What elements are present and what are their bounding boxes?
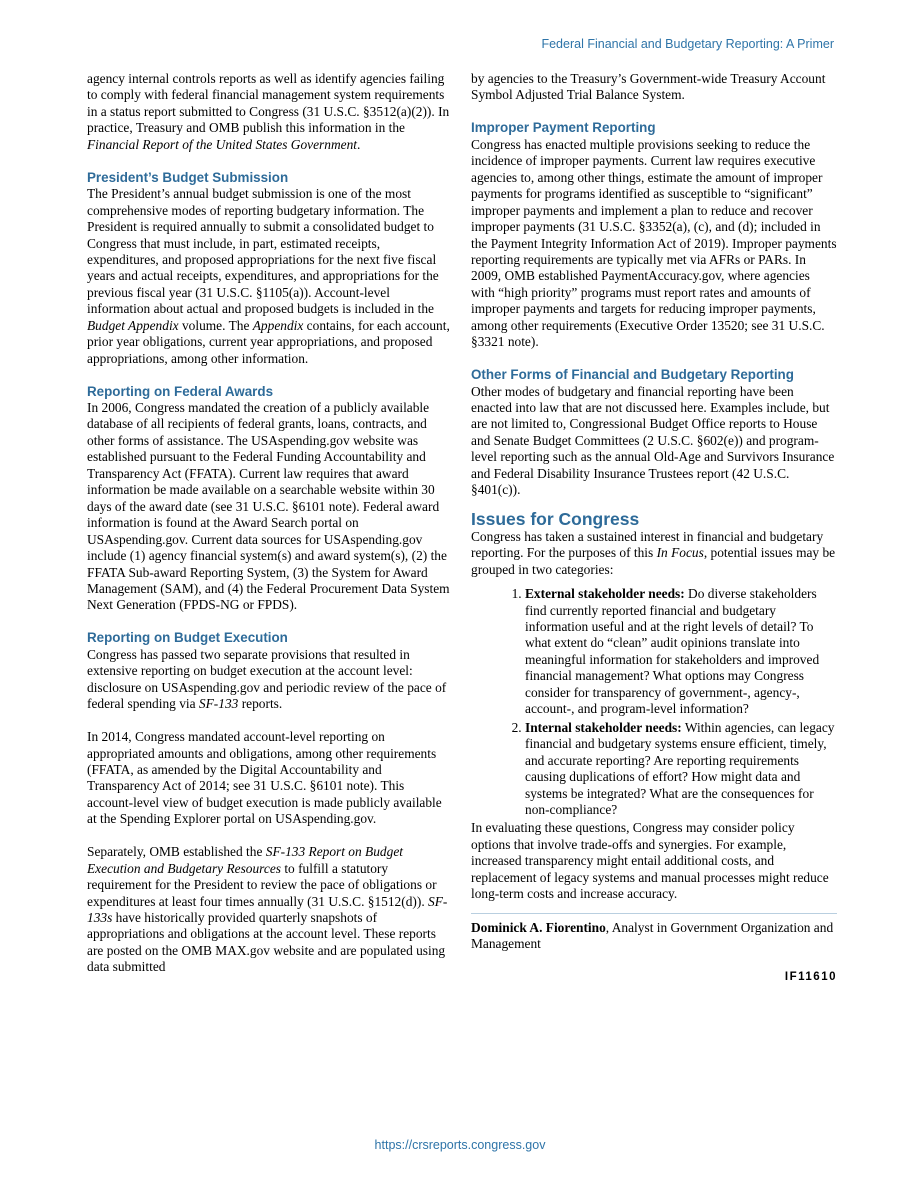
pb-emphasis-1: Budget Appendix <box>87 317 179 333</box>
be-p1-text-a: Congress has passed two separate provisions that resulted in extensive reporting on budget execution at the account level: disclosure on USAspending.gov and periodic review of the pace of federal spending via <box>87 646 447 712</box>
presidents-budget-paragraph <box>87 186 451 367</box>
section-heading-federal-awards: Reporting on Federal Awards <box>87 383 274 399</box>
intro-text: agency internal controls reports as well as identify agencies failing to comply with federal financial management system requirements in a status report submitted to Congress (31 U.S.C. §3512(a)(2)). In practice, Treasury and OMB publish this information in the <box>87 71 450 136</box>
federal-awards-paragraph: In 2006, Congress mandated the creation of a publicly available database of all recipients of federal grants, loans, contracts, and other forms of assistance. The USAspending.gov website was established pursuant to the Federal Funding Accountability and Transparency Act (FFATA). Current law requires that award information be made available on a searchable website within 30 days of the award date (see 31 U.S.C. §6101 note). Federal award information is found at the Award Search portal on USAspending.gov. Current data sources for USAspending.gov include (1) agency financial system(s) and award system(s), (2) the FFATA Sub-award Reporting System, (3) the System for Award Management (SAM), and (4) the Federal Procurement Data System Next Generation (FPDS-NG or FPDS). <box>87 400 450 613</box>
footer-url[interactable]: https://crsreports.congress.gov <box>374 1138 546 1152</box>
section-heading-presidents-budget: President’s Budget Submission <box>87 169 289 185</box>
author-name: Dominick A. Fiorentino <box>471 919 606 935</box>
conclusion-paragraph: In evaluating these questions, Congress may consider policy options that involve trade-offs and synergies. For example, increased transparency might entail additional costs, and replacement of legacy systems and manual processes might reduce long-term costs and increase accuracy. <box>471 820 829 902</box>
budget-execution-paragraph-1 <box>87 647 451 713</box>
list-item <box>525 720 837 819</box>
section-heading-issues: Issues for Congress <box>471 508 640 529</box>
author-title: , Analyst in Government Organization and Management <box>471 919 834 952</box>
pb-text-a: The President’s annual budget submission is one of the most comprehensive modes of reporting budgetary information. The President is required annually to submit a consolidated budget to Congress that must include, in part, estimated receipts, expenditures, and proposed appropriations for the next five fiscal years and actual receipts, expenditures, and appropriations for the previous fiscal year (31 U.S.C. §1105(a)). Account-level information about actual and proposed budgets is included in the <box>87 186 439 317</box>
issues-intro-text-b: , potential issues may be grouped in two categories: <box>471 545 836 577</box>
budget-execution-paragraph-3 <box>87 844 451 976</box>
left-column <box>87 71 451 976</box>
list-item <box>525 586 837 718</box>
other-forms-paragraph: Other modes of budgetary and financial reporting have been enacted into law that are not discussed here. Examples include, but are not limited to, Congressional Budget Office reports to House and Senate Budget Committees (2 U.S.C. §602(e)) and program-level reporting such as the annual Old-Age and Survivors Insurance and Federal Disability Insurance Trustees report (42 U.S.C. §401(c)). <box>471 383 835 498</box>
section-heading-budget-execution: Reporting on Budget Execution <box>87 630 288 646</box>
issues-list <box>471 586 837 818</box>
right-column <box>471 71 837 986</box>
be-p3-text-b: to fulfill a statutory requirement for the President to review the pace of obligations or expenditures at least four times annually (31 U.S.C. §1512(d)). <box>87 860 437 909</box>
author-line <box>471 920 837 953</box>
list-item-text: Do diverse stakeholders find currently reported financial and budgetary information useful and at the right levels of detail? To what extent do “clean” audit opinions translate into meaningful information for stakeholders and improved financial management? What options may Congress consider for transparency of government-, agency-, account-, and program-level information? <box>525 586 820 717</box>
be-p3-emphasis-2: SF-133s <box>87 893 448 926</box>
pb-emphasis-2: Appendix <box>252 317 304 333</box>
improper-payment-paragraph: Congress has enacted multiple provisions seeking to reduce the incidence of improper payments. Current law requires executive agencies to, among other things, estimate the amount of improper payments for programs identified as susceptible to “significant” improper payments and implement a plan to reduce and recover improper payments (31 U.S.C. §3352(a), (c), and (d); included in the Payment Integrity Information Act of 2019). Improper payments reporting requirements are typically met via AFRs or PARs. In 2009, OMB established PaymentAccuracy.gov, where agencies with “high priority” programs must report rates and amounts of improper payments and targets for reducing improper payments, among other requirements (Executive Order 13520; see 31 U.S.C. §3321 note). <box>471 136 837 350</box>
list-item-title: Internal stakeholder needs: <box>525 719 682 735</box>
intro-paragraph <box>87 71 451 153</box>
issues-intro-paragraph <box>471 529 837 578</box>
section-heading-improper-payment: Improper Payment Reporting <box>471 120 656 136</box>
be-p3-emphasis-1: SF-133 Report on Budget Execution and Budgetary Resources <box>87 844 403 876</box>
product-code: IF11610 <box>784 971 837 984</box>
issues-intro-text-a: Congress has taken a sustained interest in financial and budgetary reporting. For the purposes of this <box>471 528 824 561</box>
list-item-text: Within agencies, can legacy financial and budgetary systems ensure efficient, timely, and accurate reporting? Are reporting requirements causing duplications of effort? How might data and systems be integrated? What are the consequences for non-compliance? <box>525 719 835 817</box>
continuation-paragraph: by agencies to the Treasury’s Government-wide Treasury Account Symbol Adjusted Trial Balance System. <box>471 71 826 103</box>
issues-intro-emphasis: In Focus <box>656 545 704 561</box>
list-item-title: External stakeholder needs: <box>525 586 685 602</box>
budget-execution-paragraph-2: In 2014, Congress mandated account-level reporting on appropriated amounts and obligations, among other requirements (FFATA, as amended by the Digital Accountability and Transparency Act of 2014; see 31 U.S.C. §6101 note). This account-level view of budget execution is made publicly available at the Spending Explorer portal on USAspending.gov. <box>87 729 442 827</box>
intro-text-end: . <box>357 136 361 152</box>
be-p3-text-a: Separately, OMB established the <box>87 844 266 860</box>
running-head: Federal Financial and Budgetary Reporting: A Primer <box>541 37 834 51</box>
be-p1-emphasis: SF-133 <box>198 696 239 712</box>
be-p3-text-c: have historically provided quarterly snapshots of appropriations and obligations at the account level. These reports are posted on the OMB MAX.gov website and are populated using data submitted <box>87 910 446 975</box>
author-divider <box>471 913 837 914</box>
intro-emphasis: Financial Report of the United States Government <box>87 136 357 152</box>
section-heading-other-forms: Other Forms of Financial and Budgetary Reporting <box>471 367 794 383</box>
pb-text-b: volume. The <box>178 317 253 333</box>
be-p1-text-b: reports. <box>238 696 283 712</box>
pb-text-c: contains, for each account, prior year obligations, current year appropriations, and proposed appropriations, among other information. <box>87 317 450 366</box>
